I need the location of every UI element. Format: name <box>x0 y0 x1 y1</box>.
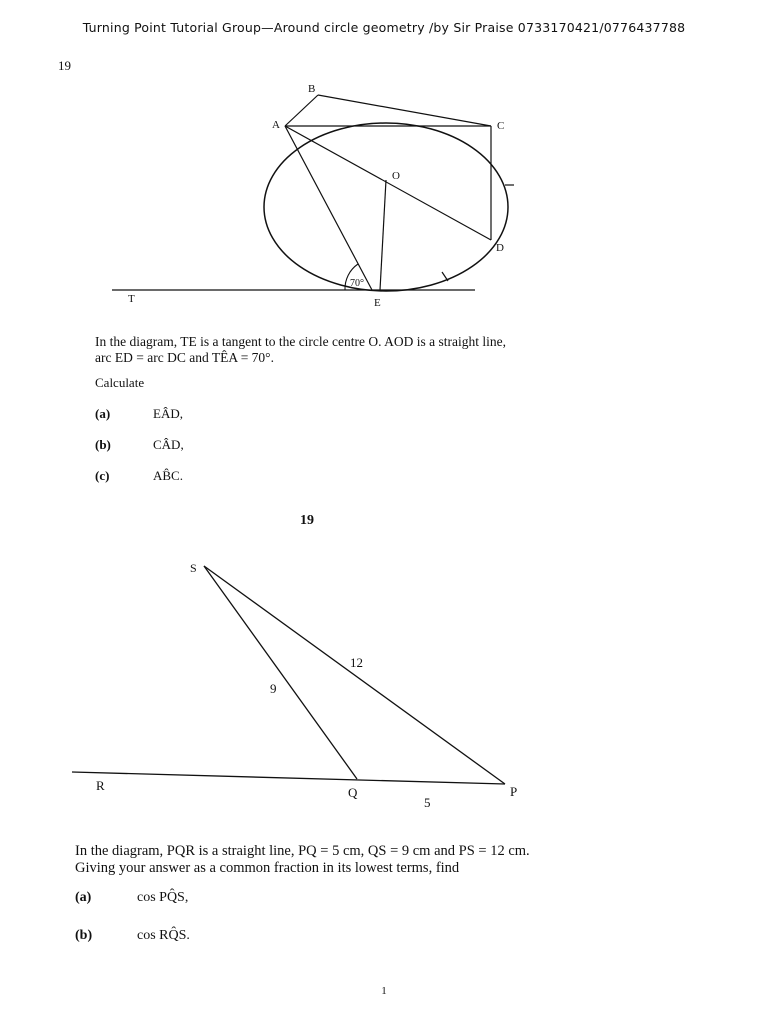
circle-geometry-diagram <box>0 50 768 320</box>
part-text: AB̂C. <box>153 468 183 483</box>
question-1-part-b <box>95 437 184 453</box>
label-t: T <box>128 293 135 305</box>
label-p: P <box>510 784 518 799</box>
triangle-diagram <box>0 500 768 820</box>
part-text: cos RQ̂S. <box>137 928 190 943</box>
label-length-9: 9 <box>270 681 277 696</box>
label-s: S <box>190 561 197 575</box>
question-number-1: 19 <box>58 58 71 73</box>
question-1-part-c <box>95 468 183 484</box>
part-label: (c) <box>95 468 110 483</box>
question-2-line-2: Giving your answer as a common fraction in its lowest terms, find <box>75 860 460 876</box>
label-q: Q <box>348 785 358 800</box>
question-1-line-2: arc ED = arc DC and TÊA = 70°. <box>95 350 274 365</box>
question-2-part-b <box>75 928 190 944</box>
part-text: EÂD, <box>153 406 183 421</box>
calculate-label: Calculate <box>95 375 145 390</box>
label-e: E <box>374 297 381 309</box>
part-label: (b) <box>95 437 111 452</box>
question-2-statement <box>75 843 635 877</box>
label-b: B <box>308 83 316 95</box>
label-c: C <box>497 120 505 132</box>
label-angle-70: 70° <box>350 278 364 289</box>
part-label: (a) <box>95 406 111 421</box>
straight-line-pqr <box>72 772 505 784</box>
part-label: (b) <box>75 928 93 943</box>
page-number: 1 <box>381 985 387 997</box>
question-1-part-a <box>95 406 183 422</box>
part-text: CÂD, <box>153 437 184 452</box>
label-a: A <box>272 119 280 131</box>
side-sp <box>204 566 505 784</box>
label-o: O <box>392 170 400 182</box>
question-1-line-1: In the diagram, TE is a tangent to the circle centre O. AOD is a straight line, <box>95 334 506 349</box>
part-label: (a) <box>75 890 92 905</box>
label-d: D <box>496 242 504 254</box>
question-2-part-a <box>75 890 188 906</box>
question-1-statement <box>95 334 615 366</box>
part-text: cos PQ̂S, <box>137 890 189 905</box>
label-length-5: 5 <box>424 795 431 810</box>
arc-tick-ed <box>442 272 448 281</box>
circle-outline <box>264 123 508 291</box>
label-r: R <box>96 778 105 793</box>
question-number-2: 19 <box>300 513 314 528</box>
page-header: Turning Point Tutorial Group—Around circle geometry /by Sir Praise 0733170421/0776437788 <box>82 20 686 35</box>
side-sq <box>204 566 357 779</box>
chord-ab <box>285 95 318 126</box>
label-length-12: 12 <box>350 655 363 670</box>
chord-bc <box>318 95 491 126</box>
question-2-line-1: In the diagram, PQR is a straight line, PQ = 5 cm, QS = 9 cm and PS = 12 cm. <box>75 843 530 859</box>
radius-oe <box>380 180 386 290</box>
